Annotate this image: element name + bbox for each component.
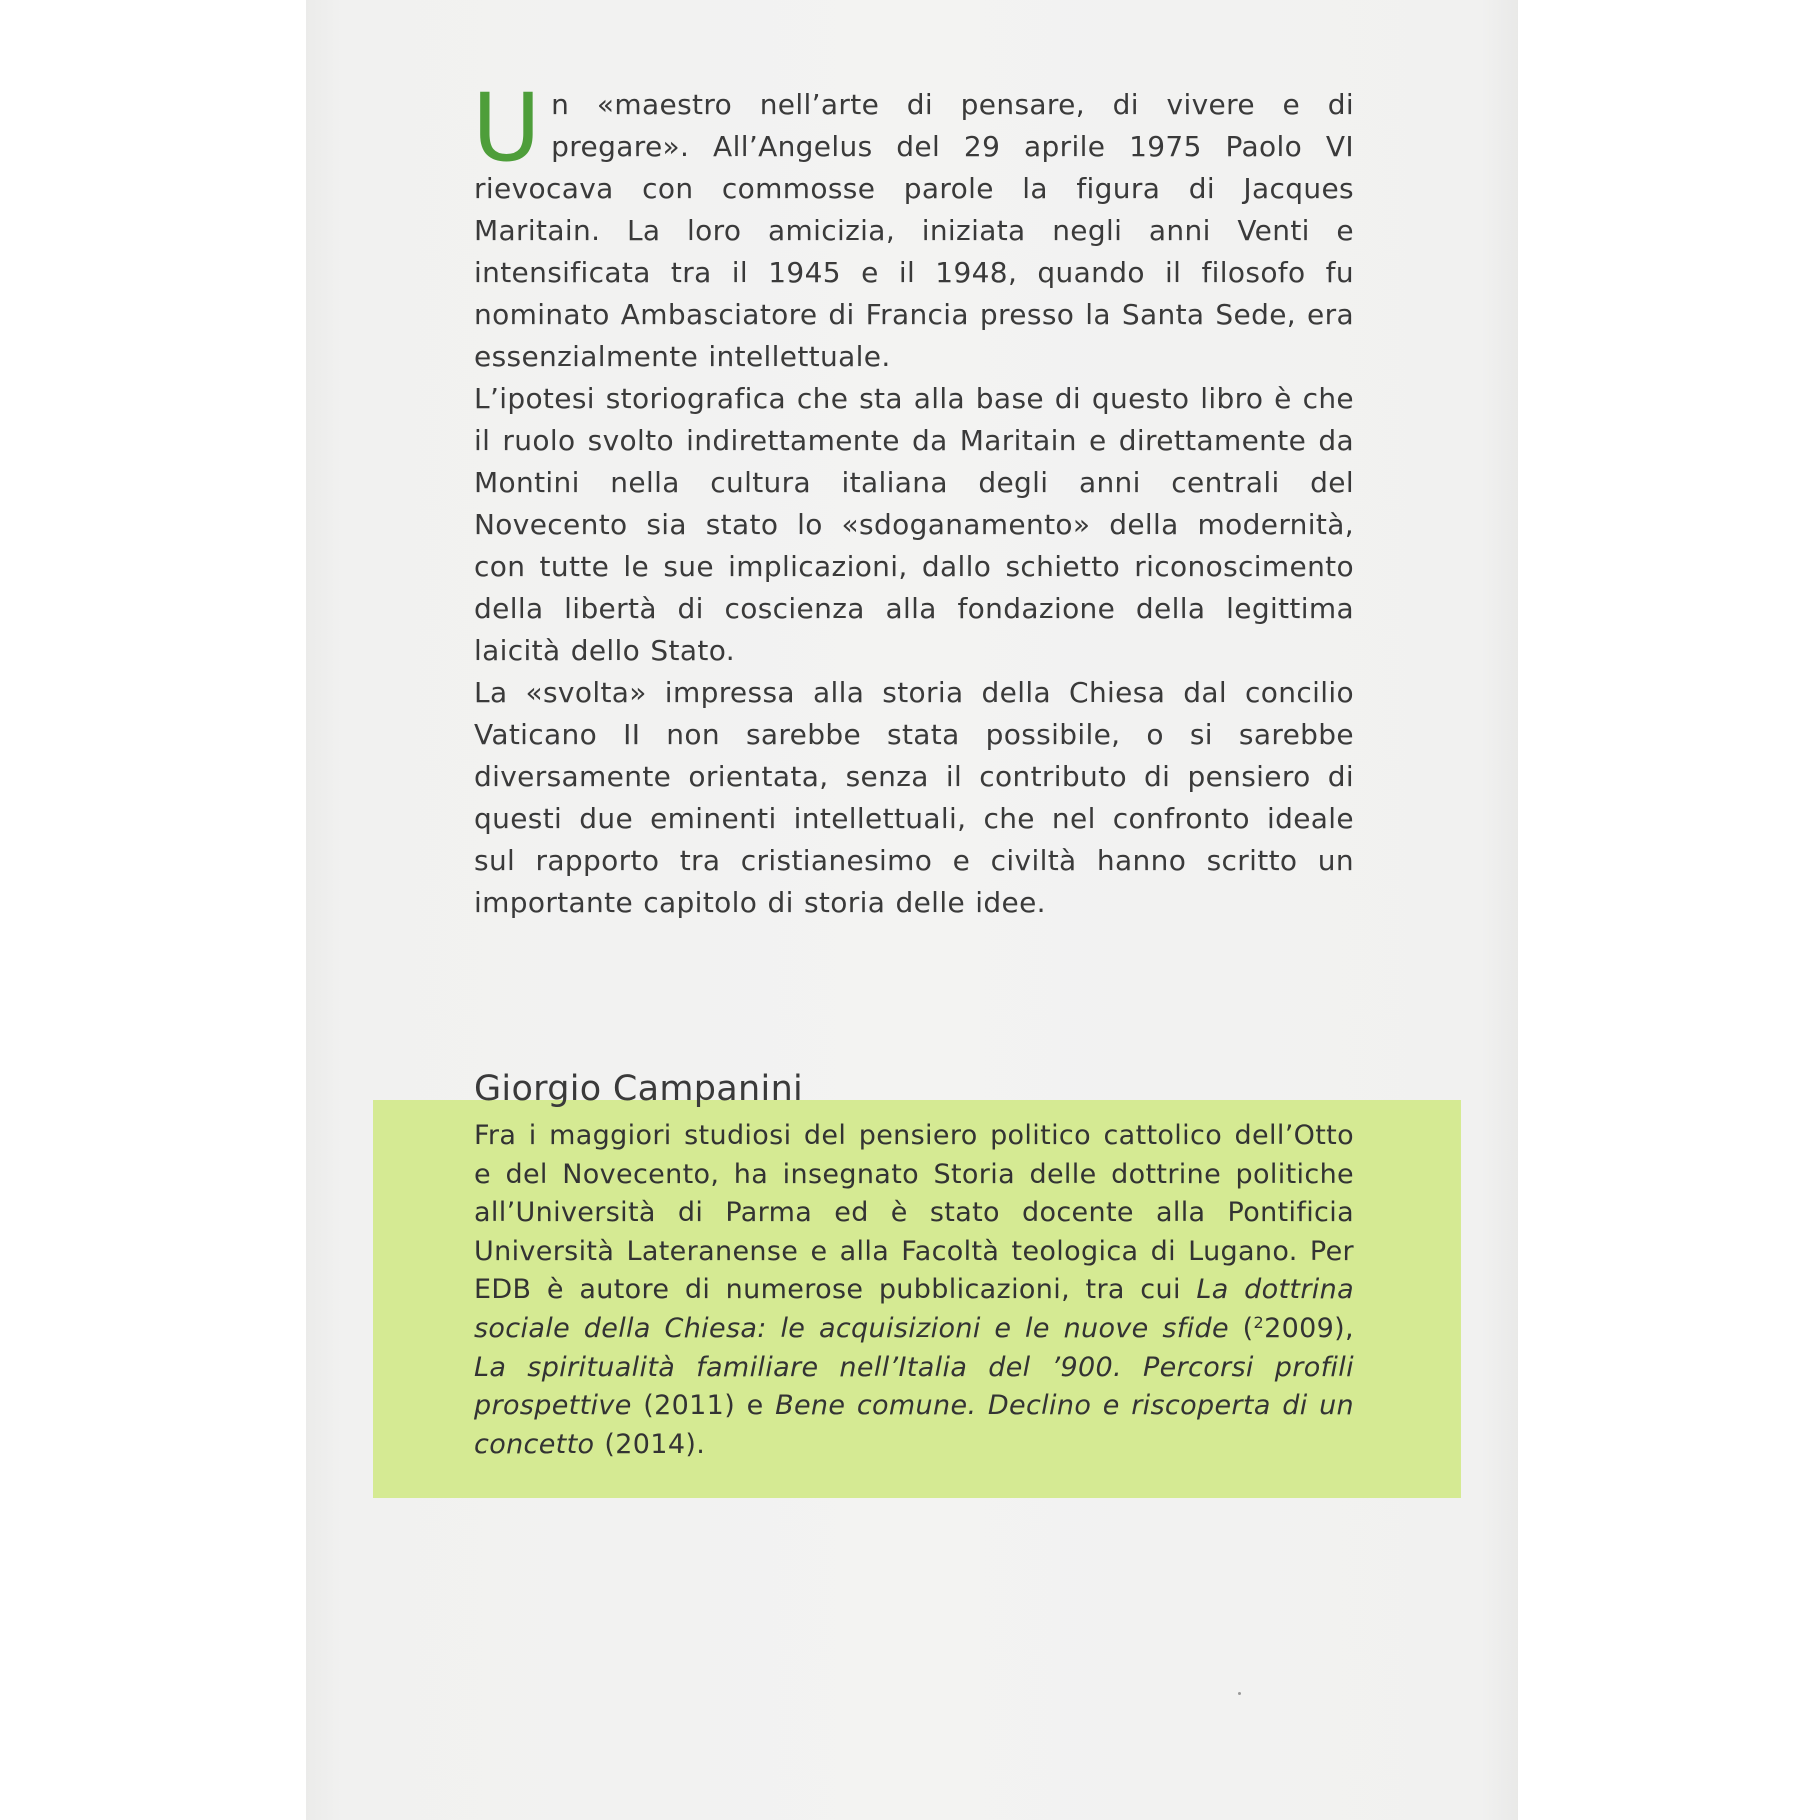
book-year-1: 2009), (1264, 1312, 1354, 1344)
book-title-2: La spiritualità familiare nell’Italia del ’900. Percorsi profili prospettive (474, 1351, 1354, 1422)
author-name: Giorgio Campanini (474, 1069, 804, 1109)
blurb-paragraph-1-text: n «maestro nell’arte di pensare, di vivere e di pregare». All’Angelus del 29 aprile 1975 Paolo VI rievocava con commosse parole la figura di Jacques Maritain. La loro amicizia, iniziata negli anni Venti e intensificata tra il 1945 e il 1948, quando il filosofo fu nominato Ambasciatore di Francia presso la Santa Sede, era essenzialmente intellettuale. (474, 88, 1354, 373)
blurb (472, 74, 1354, 924)
drop-cap: U (472, 74, 542, 183)
blurb-paragraph-2: L’ipotesi storiografica che sta alla base di questo libro è che il ruolo svolto indirettamente da Maritain e direttamente da Montini nella cultura italiana degli anni centrali del Novecento sia stato lo «sdoganamento» della modernità, con tutte le sue implicazioni, dallo schietto riconoscimento della libertà di coscienza alla fondazione della legittima laicità dello Stato. (474, 382, 1354, 667)
paper-speck (1238, 1692, 1241, 1695)
blurb-paragraph-3: La «svolta» impressa alla storia della Chiesa dal concilio Vaticano II non sarebbe stata possibile, o si sarebbe diversamente orientata, senza il contributo di pensiero di questi due eminenti intellettuali, che nel confronto ideale sul rapporto tra cristianesimo e civiltà hanno scritto un importante capitolo di storia delle idee. (474, 676, 1354, 919)
blurb-paragraph-1 (472, 74, 1354, 378)
book-edition-superscript: 2 (1253, 1312, 1265, 1332)
book-year-3: (2014). (594, 1428, 706, 1460)
book-edition-open: ( (1228, 1312, 1254, 1344)
bio-intro: Fra i maggiori studiosi del pensiero politico cattolico dell’Otto e del Novecento, ha insegnato Storia delle dottrine politiche all’Università di Parma ed è stato docente alla Pontificia Università Lateranense e alla Facoltà teologica di Lugano. Per EDB è autore di numerose pubblicazioni, tra cui (474, 1120, 1354, 1306)
book-title-3: Bene comune. Declino e riscoperta di un concetto (474, 1390, 1354, 1460)
book-year-2: (2011) e (631, 1390, 776, 1422)
book-title-1: La dottrina sociale della Chiesa: le acquisizioni e le nuove sfide (474, 1274, 1354, 1344)
author-bio (474, 1117, 1354, 1464)
